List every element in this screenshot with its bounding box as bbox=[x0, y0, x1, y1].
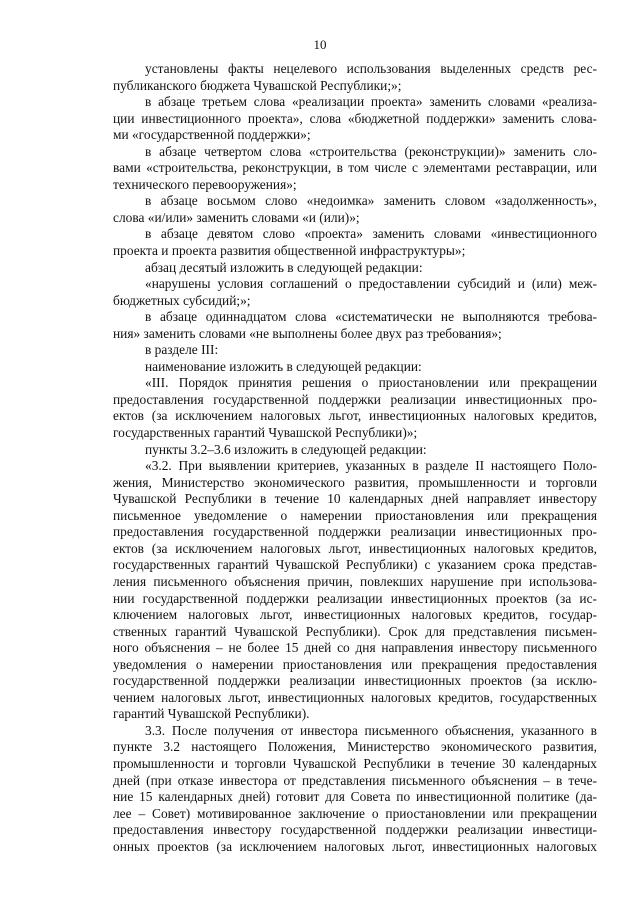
text-line: в абзаце одиннадцатом слова «систематически не выполняются требова- bbox=[145, 309, 597, 325]
text-line: технического перевооружения»; bbox=[113, 176, 297, 192]
text-line: в абзаце девятом слово «проекта» заменить словами «инвестиционного bbox=[145, 226, 597, 242]
text-line: в абзаце восьмом слово «недоимка» заменить словом «задолженность», bbox=[145, 193, 597, 209]
text-line: ления письменного объяснения причин, повлекших нарушение при использова- bbox=[113, 573, 597, 589]
text-line: нии государственной поддержки реализации инвестиционных проектов (за ис- bbox=[113, 590, 597, 606]
text-line: предоставления государственной поддержки реализации инвестиционных про- bbox=[113, 391, 597, 407]
text-line: «нарушены условия соглашений о предоставлении субсидий и (или) меж- bbox=[145, 276, 597, 292]
text-line: в разделе III: bbox=[145, 342, 219, 358]
text-line: «3.2. При выявлении критериев, указанных в разделе II настоящего Поло- bbox=[145, 458, 597, 474]
document-body bbox=[113, 61, 597, 855]
text-line: ного объяснения – не более 15 дней со дня направления инвестору письменного bbox=[113, 640, 597, 656]
text-line: предоставления инвестору государственной поддержки реализации инвестици- bbox=[113, 822, 597, 838]
text-line: Чувашской Республики в течение 10 календарных дней направляет инвестору bbox=[113, 491, 597, 507]
text-line: государственных гарантий Чувашской Республики)»; bbox=[113, 425, 418, 441]
text-line: в абзаце третьем слова «реализации проекта» заменить словами «реализа- bbox=[145, 94, 597, 110]
text-line: письменное уведомление о намерении приостановления или прекращения bbox=[113, 507, 597, 523]
text-line: онных проектов (за исключением налоговых льгот, инвестиционных налоговых bbox=[113, 838, 597, 854]
text-line: государственных гарантий Чувашской Республики) с указанием срока представ- bbox=[113, 557, 597, 573]
text-line: в абзаце четвертом слова «строительства (реконструкции)» заменить сло- bbox=[145, 143, 597, 159]
text-line: 3.3. После получения от инвестора письменного объяснения, указанного в bbox=[145, 722, 597, 738]
text-line: слова «и/или» заменить словами «и (или)»; bbox=[113, 209, 360, 225]
text-line: установлены факты нецелевого использования выделенных средств рес- bbox=[145, 61, 597, 76]
text-line: гарантий Чувашской Республики). bbox=[113, 706, 310, 722]
text-line: промышленности и торговли Чувашской Республики в течение 30 календарных bbox=[113, 755, 597, 771]
text-line: «III. Порядок принятия решения о приостановлении или прекращении bbox=[145, 375, 597, 391]
text-line: дней (при отказе инвестора от представления письменного объяснения – в тече- bbox=[113, 772, 597, 788]
text-line: уведомления о намерении приостановления или прекращения предоставления bbox=[113, 656, 597, 672]
text-line: чением налоговых льгот, инвестиционных налоговых кредитов, государственных bbox=[113, 689, 597, 705]
text-line: государственной поддержки реализации инвестиционных проектов (за исклю- bbox=[113, 673, 597, 689]
text-line: ния» заменить словами «не выполнены более двух раз требования»; bbox=[113, 325, 502, 341]
text-line: лее – Совет) мотивированное заключение о приостановлении или прекращении bbox=[113, 805, 597, 821]
text-line: вами «строительства, реконструкции, в том числе с элементами реставрации, или bbox=[113, 160, 597, 176]
text-line: бюджетных субсидий;»; bbox=[113, 292, 251, 308]
text-line: ектов (за исключением налоговых льгот, инвестиционных налоговых кредитов, bbox=[113, 408, 597, 424]
text-line: наименование изложить в следующей редакции: bbox=[145, 358, 422, 374]
text-line: ние 15 календарных дней) готовит для Совета по инвестиционной политике (да- bbox=[113, 789, 597, 805]
text-line: предоставления государственной поддержки реализации инвестиционных про- bbox=[113, 524, 597, 540]
text-line: ми «государственной поддержки»; bbox=[113, 127, 311, 143]
text-line: ции инвестиционного проекта», слова «бюджетной поддержки» заменить слова- bbox=[113, 110, 597, 126]
text-line: абзац десятый изложить в следующей редакции: bbox=[145, 259, 423, 275]
text-line: ектов (за исключением налоговых льгот, инвестиционных налоговых кредитов, bbox=[113, 540, 597, 556]
page-number: 10 bbox=[313, 37, 327, 52]
text-line: пункте 3.2 настоящего Положения, Министерство экономического развития, bbox=[113, 739, 597, 755]
text-line: публиканского бюджета Чувашской Республики;»; bbox=[113, 77, 402, 93]
text-line: жения, Министерство экономического развития, промышленности и торговли bbox=[113, 474, 597, 490]
text-line: ключением налоговых льгот, инвестиционных налоговых кредитов, государ- bbox=[113, 607, 597, 623]
text-line: ственных гарантий Чувашской Республики). Срок для представления письмен- bbox=[113, 623, 597, 639]
text-line: пункты 3.2–3.6 изложить в следующей редакции: bbox=[145, 441, 427, 457]
text-line: проекта и проекта развития общественной инфраструктуры»; bbox=[113, 243, 466, 259]
